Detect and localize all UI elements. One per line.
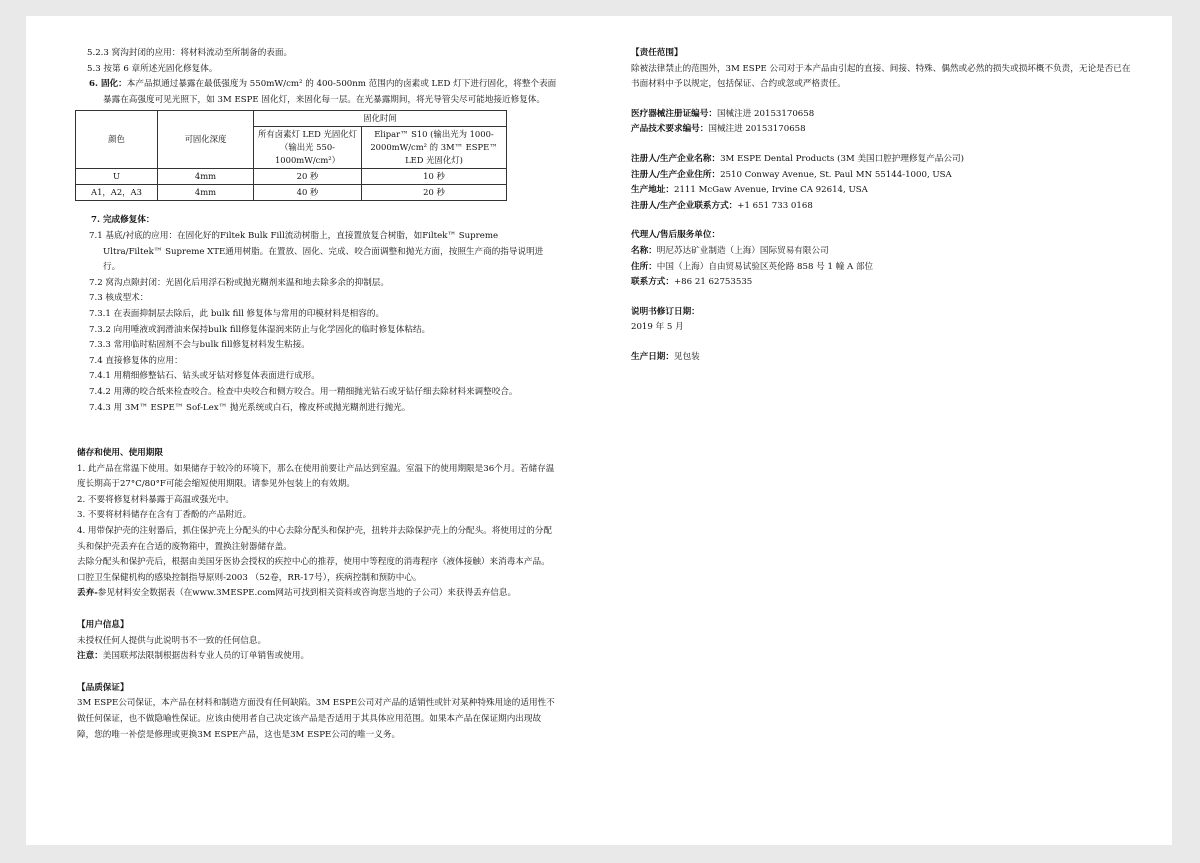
manufacturer-contact-value: +1 651 733 0168 [737, 200, 813, 211]
storage-item-4: 4. 用带保护壳的注射器后，抓住保护壳上分配头的中心去除分配头和保护壳，扭转并去除保护壳上的分配头。将使用过的分配头和保护壳丢弃在合适的废物箱中，置换注射器储存盖。 [77, 526, 552, 552]
standard-label: 产品技术要求编号： [631, 124, 709, 135]
registration-label: 医疗器械注册证编号： [631, 108, 717, 119]
registration-number [631, 107, 1131, 123]
agent-contact-label: 联系方式： [631, 277, 674, 288]
table-row [76, 169, 507, 185]
agent-contact [631, 275, 1131, 291]
note-body: 美国联邦法限制根据齿科专业人员的订单销售或使用。 [102, 651, 310, 662]
header-color: 颜色 [76, 111, 158, 169]
manufacturer-contact-label: 注册人/生产企业联系方式： [631, 200, 738, 211]
section-7-2: 7.2 窝沟点隙封闭：光固化后用浮石粉或抛光糊剂来温和地去除多余的抑制层。 [89, 277, 389, 288]
quality-title: 【品质保证】 [77, 682, 129, 693]
agent-name [631, 244, 1131, 260]
disposal-text [77, 586, 557, 602]
manufacturer-address-label: 注册人/生产企业住所： [631, 169, 721, 180]
production-date-label: 生产日期： [631, 351, 674, 362]
section-7-4-1: 7.4.1 用精细修整钻石、钻头或牙钻对修复体表面进行成形。 [89, 371, 320, 382]
manufacturer-name-label: 注册人/生产企业名称： [631, 153, 721, 164]
cell-color: A1，A2，A3 [76, 185, 158, 201]
cell-depth: 4mm [158, 185, 254, 201]
agent-name-value: 明尼苏达矿业制造（上海）国际贸易有限公司 [656, 245, 829, 256]
section-7-4-3: 7.4.3 用 3M™ ESPE™ Sof-Lex™ 抛光系统或白石，橡皮杯或抛光糊剂进行抛光。 [89, 402, 411, 413]
agent-address-value: 中国（上海）自由贸易试验区英伦路 858 号 1 幢 A 部位 [656, 261, 874, 272]
user-info-text: 未授权任何人提供与此说明书不一致的任何信息。 [77, 635, 267, 646]
section-5-2-3: 5.2.3 窝沟封闭的应用：将材料流动至所制备的表面。 [87, 48, 293, 58]
production-date-value: 见包装 [673, 351, 700, 362]
curing-table [75, 110, 507, 201]
cell-elipar: 20 秒 [362, 185, 507, 201]
section-7-3-1: 7.3.1 在表面抑制层去除后，此 bulk fill 修复体与常用的印模材料是相容的。 [89, 308, 385, 319]
manufacturer-address [631, 168, 1131, 184]
section-7-3-2: 7.3.2 向用唾液或润滑油来保持bulk fill修复体湿润来防止与化学固化的临时修复体粘结。 [89, 324, 431, 335]
registration-value: 国械注进 20153170658 [716, 108, 815, 119]
production-date [631, 350, 1131, 366]
header-halogen-led: 所有卤素灯 LED 光固化灯（输出光 550-1000mW/cm²） [254, 127, 362, 169]
production-address [631, 183, 1131, 199]
user-info-title: 【用户信息】 [77, 620, 129, 631]
manufacturer-address-value: 2510 Conway Avenue, St. Paul MN 55144-1000, USA [720, 169, 952, 180]
liability-text: 除被法律禁止的范围外，3M ESPE 公司对于本产品由引起的直接、间接、特殊、偶然或必然的损失或损坏概不负责，无论是否已在书面材料中予以规定，包括保证、合约或忽或严格责任。 [631, 63, 1131, 90]
section-7-1: 7.1 基底/衬底的应用：在固化好的Filtek Bulk Fill流动树脂上，直接置放复合树脂，如Filtek™ Supreme Ultra/Filtek™ Supreme XTE通用树脂。在置放、固化、完成、咬合面调整和抛光方面，按照生产商的指导说明进行。 [89, 230, 544, 273]
revision-date-label: 说明书修订日期： [631, 306, 700, 317]
cell-color: U [76, 169, 158, 185]
quality-text: 3M ESPE公司保证，本产品在材料和制造方面没有任何缺陷。3M ESPE公司对产品的适销性或针对某种特殊用途的适用性不做任何保证，也不做隐喻性保证。应该由使用者自己决定该产品是否适用于其具体应用范围。如果本产品在保证期内出现故障，您的唯一补偿是修理或更换3M ESPE产品，这也是3M ESPE公司的唯一义务。 [77, 698, 555, 740]
storage-item-2: 2. 不要将修复材料暴露于高温或强光中。 [77, 494, 235, 505]
agent-contact-value: +86 21 62753535 [673, 277, 753, 288]
standard-value: 国械注进 20153170658 [708, 124, 806, 135]
storage-item-1: 1. 此产品在常温下使用。如果储存于较冷的环境下，那么在使用前要让产品达到室温。室温下的使用期限是36个月。若储存温度长期高于27°C/80°F可能会缩短使用期限。请参见外包装上的有效期。 [77, 463, 555, 490]
document-page [26, 16, 1172, 845]
manufacturer-name-value: 3M ESPE Dental Products (3M 美国口腔护理修复产品公司) [720, 153, 964, 164]
agent-address-label: 住所： [631, 261, 657, 272]
revision-date-value: 2019 年 5 月 [631, 322, 684, 333]
section-5-3: 5.3 按第 6 章所述光固化修复体。 [87, 63, 218, 74]
section-7-heading: 7. 完成修复体： [91, 215, 155, 226]
section-7-4-2: 7.4.2 用薄的咬合纸来检查咬合。检查中央咬合和侧方咬合。用一精细抛光钻石或牙钻仔细去除材料来调整咬合。 [89, 386, 518, 397]
section-6-curing [77, 77, 557, 108]
cell-elipar: 10 秒 [362, 169, 507, 185]
section-7-4: 7.4 直接修复体的应用： [89, 355, 183, 366]
agent-title: 代理人/售后服务单位： [631, 230, 721, 241]
disposal-body: 参见材料安全数据表（在www.3MESPE.com网站可找到相关资料或咨询您当地的子公司）来获得丢弃信息。 [97, 588, 517, 599]
production-address-value: 2111 McGaw Avenue, Irvine CA 92614, USA [673, 185, 868, 196]
storage-title: 储存和使用、使用期限 [77, 448, 163, 459]
cell-depth: 4mm [158, 169, 254, 185]
header-depth: 可固化深度 [158, 111, 254, 169]
disposal-label: 丢弃- [77, 588, 98, 599]
standard-number [631, 122, 1131, 138]
table-row [76, 185, 507, 201]
production-address-label: 生产地址： [631, 185, 674, 196]
cell-halogen: 40 秒 [254, 185, 362, 201]
manufacturer-contact [631, 199, 1131, 215]
cell-halogen: 20 秒 [254, 169, 362, 185]
liability-title: 【责任范围】 [631, 48, 683, 58]
note-label: 注意： [77, 651, 103, 662]
agent-address [631, 260, 1131, 276]
section-6-text: 本产品拟通过暴露在最低强度为 550mW/cm² 的 400-500nm 范围内的卤素或 LED 灯下进行固化，将整个表面暴露在高强度可见光照下，如 3M ESPE 固化灯，来固化每一层。在光暴露期间，将光导管尖尽可能地接近修复体。 [103, 79, 557, 105]
section-6-label: 6. 固化： [89, 79, 127, 90]
storage-item-3: 3. 不要将材料储存在含有丁香酚的产品附近。 [77, 510, 252, 521]
manufacturer-name [631, 152, 1131, 168]
note-text [77, 649, 557, 665]
header-elipar: Elipar™ S10 (输出光为 1000-2000mW/cm² 的 3M™ ESPE™ LED 光固化灯) [362, 127, 507, 169]
section-7-3-3: 7.3.3 常用临时粘固剂不会与bulk fill修复材料发生粘接。 [89, 340, 310, 351]
agent-name-label: 名称： [631, 245, 657, 256]
header-curing-time: 固化时间 [254, 111, 507, 127]
disinfection-text: 去除分配头和保护壳后，根据由美国牙医协会授权的疾控中心的推荐，使用中等程度的消毒程序（液体接触）来消毒本产品。口腔卫生保健机构的感染控制指导原则-2003 （52卷，RR-17号），疾病控制和预防中心。 [77, 557, 550, 583]
right-column [631, 46, 1131, 366]
section-7-3: 7.3 核成型术： [89, 293, 149, 304]
left-column [77, 46, 557, 743]
